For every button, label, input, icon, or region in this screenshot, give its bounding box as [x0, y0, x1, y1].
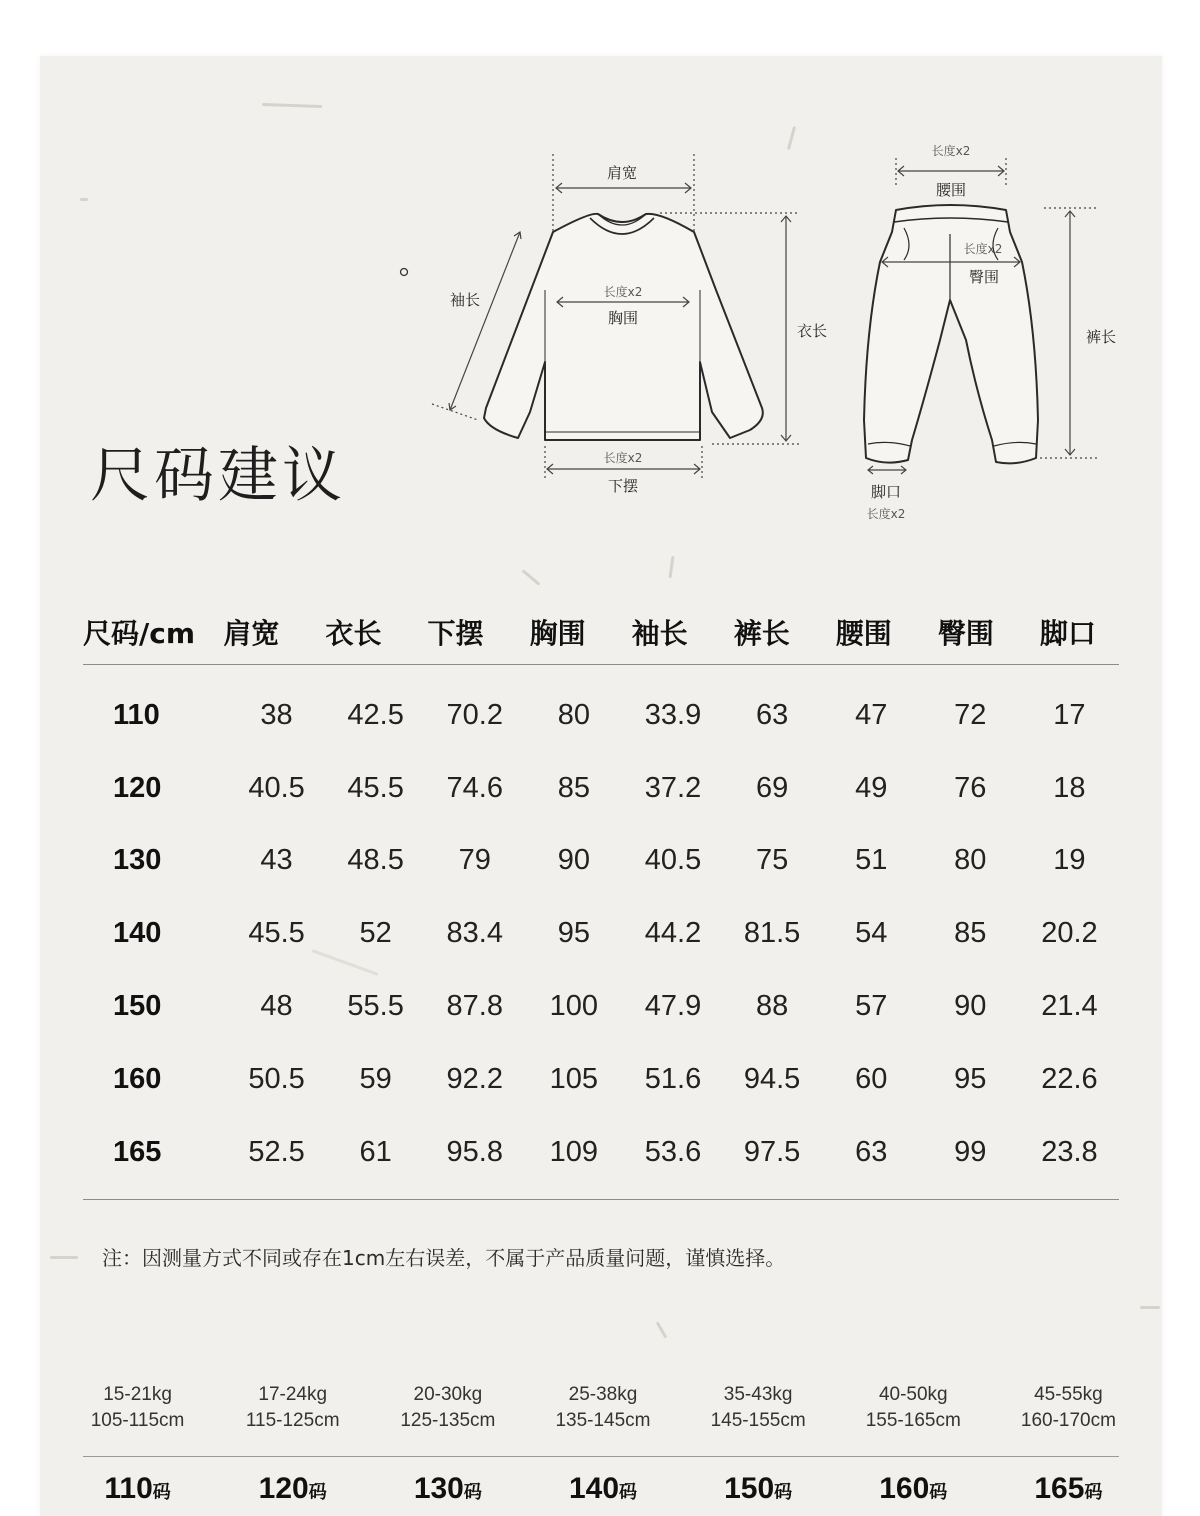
measurement-cell: 109 — [549, 1135, 599, 1168]
size-unit: 码 — [463, 1482, 482, 1502]
measurement-cell: 48 — [260, 990, 293, 1023]
measurement-cell: 97.5 — [743, 1135, 801, 1168]
header-length: 衣长 — [325, 617, 382, 650]
measurement-cell: 88 — [755, 990, 789, 1023]
measurement-cell: 51.6 — [644, 1062, 702, 1095]
table-row — [83, 1116, 1119, 1189]
size-number: 140 — [568, 1472, 620, 1505]
waist-label: 腰围 — [935, 181, 967, 199]
measurement-cell: 92.2 — [446, 1062, 503, 1095]
weight-range: 20-30kg — [413, 1384, 483, 1405]
height-range: 105-115cm — [90, 1410, 185, 1431]
measurement-cell: 21.4 — [1041, 990, 1098, 1023]
recommendation-item — [991, 1382, 1146, 1434]
cuff-sub-label: 长度x2 — [866, 507, 906, 521]
measurement-cell: 19 — [1053, 844, 1086, 877]
table-row — [83, 825, 1119, 898]
header-pants-length: 裤长 — [733, 617, 790, 650]
size-unit: 码 — [152, 1482, 171, 1502]
measurement-cell: 17 — [1053, 698, 1086, 731]
height-range: 135-145cm — [555, 1410, 651, 1431]
circle-mark-icon — [401, 269, 408, 276]
size-unit: 码 — [929, 1482, 948, 1502]
measurement-cell: 33.9 — [644, 698, 702, 731]
recommendation-item — [836, 1382, 991, 1434]
hem-sub-label: 长度x2 — [603, 451, 643, 465]
weight-range: 15-21kg — [103, 1384, 172, 1405]
measurement-cell: 61 — [359, 1135, 392, 1168]
recommended-size — [836, 1472, 991, 1506]
page-title: 尺码建议 — [90, 441, 346, 511]
measurement-cell: 95.8 — [446, 1135, 503, 1168]
height-range: 145-155cm — [710, 1410, 806, 1431]
size-unit: 码 — [308, 1482, 327, 1502]
measurement-cell: 81.5 — [743, 917, 801, 950]
recommendation-item — [681, 1382, 836, 1434]
divider — [83, 1456, 1119, 1457]
weight-range: 25-38kg — [568, 1384, 638, 1405]
measurement-cell: 99 — [954, 1135, 987, 1168]
measurement-cell: 90 — [954, 990, 987, 1023]
recommendation-item — [370, 1382, 525, 1434]
size-unit: 码 — [774, 1482, 793, 1502]
measurement-cell: 47.9 — [644, 990, 702, 1023]
measurement-cell: 75 — [755, 844, 789, 877]
measurement-cell: 40.5 — [248, 771, 305, 804]
measurement-cell: 69 — [755, 771, 789, 804]
measurement-cell: 80 — [954, 844, 987, 877]
size-number: 160 — [879, 1472, 930, 1505]
measurement-cell: 95 — [557, 917, 590, 950]
size-cell: 140 — [113, 917, 162, 950]
size-cell: 110 — [113, 698, 160, 731]
header-cuff: 脚口 — [1039, 617, 1096, 650]
measurement-cell: 22.6 — [1041, 1062, 1098, 1095]
header-waist: 腰围 — [835, 617, 892, 650]
size-number: 120 — [258, 1472, 309, 1505]
height-range: 160-170cm — [1020, 1410, 1116, 1431]
recommended-size — [525, 1472, 680, 1506]
cuff-dimension — [868, 466, 906, 474]
size-number: 130 — [413, 1472, 464, 1505]
measurement-cell: 43 — [260, 844, 293, 877]
measurement-cell: 72 — [954, 698, 987, 731]
height-range: 115-125cm — [245, 1410, 340, 1431]
recommendation-item — [525, 1382, 680, 1434]
measurement-cell: 52.5 — [248, 1135, 305, 1168]
measurement-cell: 23.8 — [1041, 1135, 1098, 1168]
hip-label: 臀围 — [968, 268, 1000, 286]
size-unit: 码 — [1084, 1482, 1103, 1502]
hem-label: 下摆 — [607, 477, 639, 495]
size-table — [83, 600, 1119, 1200]
measurement-cell: 95 — [954, 1062, 987, 1095]
measurement-cell: 59 — [359, 1062, 392, 1095]
measurement-cell: 100 — [549, 990, 599, 1023]
measurement-cell: 76 — [954, 771, 987, 804]
measurement-cell: 60 — [855, 1062, 888, 1095]
header-size: 尺码/cm — [83, 617, 196, 650]
measurement-cell: 42.5 — [347, 698, 404, 731]
hip-sub-label: 长度x2 — [963, 242, 1003, 256]
measurement-cell: 51 — [855, 844, 888, 877]
size-cell: 120 — [113, 771, 162, 804]
measurement-cell: 54 — [855, 917, 888, 950]
measurement-cell: 85 — [557, 771, 590, 804]
header-hem: 下摆 — [427, 617, 484, 650]
measurement-cell: 48.5 — [347, 844, 404, 877]
height-range: 125-135cm — [400, 1410, 496, 1431]
shoulder-label: 肩宽 — [606, 164, 638, 182]
measurement-cell: 49 — [855, 771, 888, 804]
measurement-note: 注：因测量方式不同或存在1cm左右误差，不属于产品质量问题，谨慎选择。 — [102, 1246, 786, 1270]
recommendation-item — [60, 1382, 215, 1434]
measurement-cell: 57 — [855, 990, 888, 1023]
recommended-size — [370, 1472, 525, 1506]
size-number: 110 — [104, 1472, 153, 1505]
measurement-cell: 37.2 — [644, 771, 702, 804]
table-row — [83, 1043, 1119, 1116]
waist-sub-label: 长度x2 — [931, 144, 971, 158]
header-chest: 胸围 — [529, 617, 586, 650]
measurement-cell: 53.6 — [644, 1135, 702, 1168]
measurement-cell: 79 — [458, 844, 491, 877]
weight-range: 17-24kg — [258, 1384, 328, 1405]
measurement-cell: 50.5 — [248, 1062, 305, 1095]
measurement-cell: 94.5 — [743, 1062, 801, 1095]
table-row — [83, 970, 1119, 1043]
recommended-size — [991, 1472, 1146, 1506]
size-cell: 130 — [113, 844, 162, 877]
weight-range: 35-43kg — [723, 1384, 793, 1405]
size-cell: 165 — [113, 1135, 162, 1168]
measurement-cell: 18 — [1053, 771, 1086, 804]
size-number: 150 — [724, 1472, 775, 1505]
sleeve-label: 袖长 — [449, 291, 481, 309]
measurement-cell: 63 — [855, 1135, 888, 1168]
recommended-size — [681, 1472, 836, 1506]
measurement-cell: 44.2 — [644, 917, 702, 950]
table-row — [83, 752, 1119, 825]
measurement-cell: 63 — [755, 698, 789, 731]
measurement-cell: 80 — [557, 698, 590, 731]
measurement-cell: 55.5 — [347, 990, 404, 1023]
chest-label: 胸围 — [607, 309, 639, 327]
measurement-cell: 70.2 — [446, 698, 503, 731]
header-sleeve: 袖长 — [631, 617, 688, 650]
measurement-cell: 90 — [557, 844, 590, 877]
pants-length-label: 裤长 — [1085, 328, 1117, 346]
size-unit: 码 — [619, 1482, 638, 1502]
cuff-label: 脚口 — [870, 483, 902, 501]
pants-outline-icon — [864, 205, 1038, 463]
recommendation-item — [215, 1382, 370, 1434]
recommended-size — [60, 1472, 215, 1506]
recommendation-ranges — [60, 1382, 1146, 1434]
table-row — [83, 679, 1119, 752]
measurement-cell: 47 — [855, 698, 888, 731]
table-header-row — [83, 600, 1119, 665]
length-label: 衣长 — [796, 322, 828, 340]
header-shoulder: 肩宽 — [223, 617, 280, 650]
measurement-cell: 74.6 — [446, 771, 503, 804]
recommendation-sizes — [60, 1472, 1146, 1506]
chest-sub-label: 长度x2 — [603, 285, 643, 299]
measurement-cell: 83.4 — [446, 917, 503, 950]
weight-range: 45-55kg — [1034, 1384, 1103, 1405]
measurement-cell: 40.5 — [644, 844, 702, 877]
measurement-cell: 45.5 — [248, 917, 305, 950]
table-body — [83, 665, 1119, 1200]
recommended-size — [215, 1472, 370, 1506]
measurement-cell: 52 — [359, 917, 392, 950]
size-cell: 160 — [113, 1062, 162, 1095]
weight-range: 40-50kg — [878, 1384, 948, 1405]
measurement-cell: 38 — [260, 698, 293, 731]
measurement-cell: 45.5 — [347, 771, 404, 804]
size-cell: 150 — [113, 990, 162, 1023]
measurement-cell: 87.8 — [446, 990, 503, 1023]
measurement-cell: 20.2 — [1041, 917, 1098, 950]
measurement-cell: 105 — [549, 1062, 599, 1095]
header-hip: 臀围 — [937, 617, 994, 650]
table-row — [83, 897, 1119, 970]
height-range: 155-165cm — [865, 1410, 961, 1431]
size-number: 165 — [1034, 1472, 1085, 1505]
measurement-cell: 85 — [954, 917, 987, 950]
